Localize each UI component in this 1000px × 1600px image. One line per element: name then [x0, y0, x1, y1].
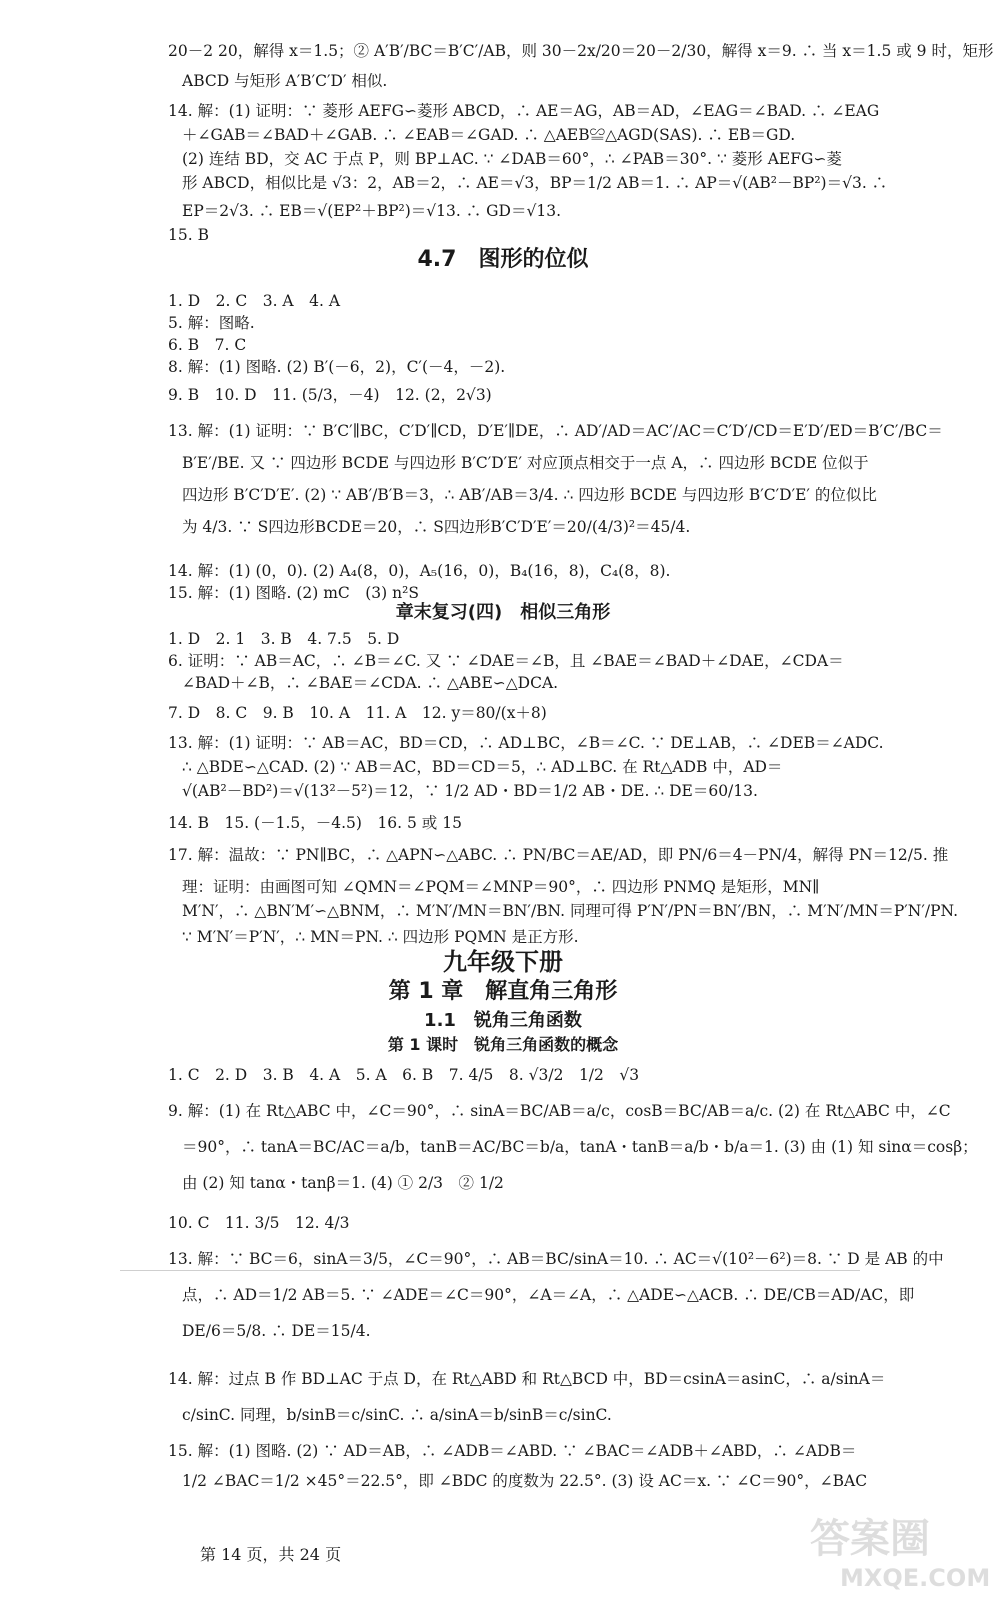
answer-line: M′N′，∴ △BN′M′∽△BNM，∴ M′N′/MN＝BN′/BN. 同理可得 P′N′/PN＝BN′/BN，∴ M′N′/MN＝P′N′/PN. — [182, 902, 959, 920]
answer-line: 9. B 10. D 11. (5/3，－4) 12. (2，2√3) — [168, 386, 492, 404]
answer-line: c/sinC. 同理，b/sinB＝c/sinC. ∴ a/sinA＝b/sinB＝c/sinC. — [182, 1406, 612, 1424]
answer-line: ∠BAD＋∠B，∴ ∠BAE＝∠CDA. ∴ △ABE∽△DCA. — [182, 674, 559, 692]
answer-line: 15. 解：(1) 图略. (2) ∵ AD＝AB，∴ ∠ADB＝∠ABD. ∵ ∠BAC＝∠ADB＋∠ABD，∴ ∠ADB＝ — [168, 1442, 857, 1460]
answer-line: 为 4/3. ∵ S四边形BCDE＝20，∴ S四边形B′C′D′E′＝20/(4/3)²＝45/4. — [182, 518, 691, 536]
divider-line — [120, 1270, 860, 1271]
answer-line: 14. B 15. (－1.5，－4.5) 16. 5 或 15 — [168, 814, 462, 832]
answer-line: 20－2 20，解得 x＝1.5；② A′B′/BC＝B′C′/AB，则 30－2x/20＝20－2/30，解得 x＝9. ∴ 当 x＝1.5 或 9 时，矩形 — [168, 42, 994, 60]
answer-line: ∵ M′N′＝P′N′，∴ MN＝PN. ∴ 四边形 PQMN 是正方形. — [182, 928, 579, 946]
answer-line: (2) 连结 BD，交 AC 于点 P，则 BP⊥AC. ∵ ∠DAB＝60°，∴ ∠PAB＝30°. ∵ 菱形 AEFG∽菱 — [182, 150, 842, 168]
answer-line: 1. D 2. C 3. A 4. A — [168, 292, 341, 310]
answer-line: 10. C 11. 3/5 12. 4/3 — [168, 1214, 350, 1232]
answer-line: ＋∠GAB＝∠BAD＋∠GAB. ∴ ∠EAB＝∠GAD. ∴ △AEB≌△AGD(SAS). ∴ EB＝GD. — [182, 126, 796, 144]
answer-line: 5. 解：图略. — [168, 314, 255, 332]
section-heading: 1.1 锐角三角函数 — [424, 1010, 582, 1031]
answer-line: 14. 解：(1) 证明：∵ 菱形 AEFG∽菱形 ABCD，∴ AE＝AG，AB＝AD，∠EAG＝∠BAD. ∴ ∠EAG — [168, 102, 880, 120]
watermark-logo — [800, 1500, 990, 1595]
page-footer: 第 14 页，共 24 页 — [200, 1545, 342, 1564]
answer-line: 17. 解：温故：∵ PN∥BC，∴ △APN∽△ABC. ∴ PN/BC＝AE/AD，即 PN/6＝4－PN/4，解得 PN＝12/5. 推 — [168, 846, 949, 864]
answer-line: 8. 解：(1) 图略. (2) B′(－6，2)，C′(－4，－2). — [168, 358, 506, 376]
section-heading: 4.7 图形的位似 — [417, 247, 589, 272]
answer-line: 点，∴ AD＝1/2 AB＝5. ∵ ∠ADE＝∠C＝90°，∠A＝∠A，∴ △ADE∽△ACB. ∴ DE/CB＝AD/AC，即 — [182, 1286, 915, 1304]
answer-line: 四边形 B′C′D′E′. (2) ∵ AB′/B′B＝3，∴ AB′/AB＝3/4. ∴ 四边形 BCDE 与四边形 B′C′D′E′ 的位似比 — [182, 486, 877, 504]
answer-line: √(AB²－BD²)＝√(13²－5²)＝12，∵ 1/2 AD・BD＝1/2 AB・DE. ∴ DE＝60/13. — [182, 782, 758, 800]
answer-line: 理：证明：由画图可知 ∠QMN＝∠PQM＝∠MNP＝90°，∴ 四边形 PNMQ 是矩形，MN∥ — [182, 878, 820, 896]
answer-line: 6. 证明：∵ AB＝AC，∴ ∠B＝∠C. 又 ∵ ∠DAE＝∠B，且 ∠BAE＝∠BAD＋∠DAE，∠CDA＝ — [168, 652, 844, 670]
answer-line: 14. 解：(1) (0，0). (2) A₄(8，0)，A₅(16，0)，B₄(16，8)，C₄(8，8). — [168, 562, 671, 580]
answer-line: B′E′/BE. 又 ∵ 四边形 BCDE 与四边形 B′C′D′E′ 对应顶点相交于一点 A，∴ 四边形 BCDE 位似于 — [182, 454, 869, 472]
section-heading: 第 1 课时 锐角三角函数的概念 — [387, 1035, 619, 1054]
answer-line: 7. D 8. C 9. B 10. A 11. A 12. y＝80/(x＋8) — [168, 704, 547, 722]
section-heading: 九年级下册 — [443, 948, 563, 976]
answer-line: ∴ △BDE∽△CAD. (2) ∵ AB＝AC，BD＝CD＝5，∴ AD⊥BC. 在 Rt△ADB 中，AD＝ — [182, 758, 783, 776]
answer-line: 9. 解：(1) 在 Rt△ABC 中，∠C＝90°，∴ sinA＝BC/AB＝a/c，cosB＝BC/AB＝a/c. (2) 在 Rt△ABC 中，∠C — [168, 1102, 951, 1120]
section-heading: 章末复习(四) 相似三角形 — [395, 602, 611, 623]
answer-line: ＝90°，∴ tanA＝BC/AC＝a/b，tanB＝AC/BC＝b/a，tanA・tanB＝a/b・b/a＝1. (3) 由 (1) 知 sinα＝cosβ； — [182, 1138, 978, 1156]
answer-line: 15. 解：(1) 图略. (2) mC (3) n²S — [168, 584, 419, 602]
answer-line: 1/2 ∠BAC＝1/2 ×45°＝22.5°，即 ∠BDC 的度数为 22.5°. (3) 设 AC＝x. ∵ ∠C＝90°，∠BAC — [182, 1472, 868, 1490]
answer-line: 14. 解：过点 B 作 BD⊥AC 于点 D，在 Rt△ABD 和 Rt△BCD 中，BD＝csinA＝asinC，∴ a/sinA＝ — [168, 1370, 886, 1388]
answer-line: 13. 解：∵ BC＝6，sinA＝3/5，∠C＝90°，∴ AB＝BC/sinA＝10. ∴ AC＝√(10²－6²)＝8. ∵ D 是 AB 的中 — [168, 1250, 944, 1268]
answer-line: EP＝2√3. ∴ EB＝√(EP²＋BP²)＝√13. ∴ GD＝√13. — [182, 202, 562, 220]
answer-line: 形 ABCD，相似比是 √3：2，AB＝2，∴ AE＝√3，BP＝1/2 AB＝1. ∴ AP＝√(AB²－BP²)＝√3. ∴ — [182, 174, 888, 192]
section-heading: 第 1 章 解直角三角形 — [388, 979, 618, 1004]
answer-line: 由 (2) 知 tanα・tanβ＝1. (4) ① 2/3 ② 1/2 — [182, 1174, 504, 1192]
answer-line: DE/6＝5/8. ∴ DE＝15/4. — [182, 1322, 371, 1340]
answer-line: 1. C 2. D 3. B 4. A 5. A 6. B 7. 4/5 8. √3/2 1/2 √3 — [168, 1066, 640, 1084]
watermark-text: 答案圈 — [810, 1516, 930, 1562]
watermark-subtext: MXQE.COM — [840, 1564, 991, 1592]
answer-line: 13. 解：(1) 证明：∵ B′C′∥BC，C′D′∥CD，D′E′∥DE，∴ AD′/AD＝AC′/AC＝C′D′/CD＝E′D′/ED＝B′C′/BC＝ — [168, 422, 943, 440]
answer-line: 1. D 2. 1 3. B 4. 7.5 5. D — [168, 630, 400, 648]
answer-line: 15. B — [168, 226, 209, 244]
answer-line: 13. 解：(1) 证明：∵ AB＝AC，BD＝CD，∴ AD⊥BC，∠B＝∠C. ∵ DE⊥AB，∴ ∠DEB＝∠ADC. — [168, 734, 884, 752]
answer-line: 6. B 7. C — [168, 336, 247, 354]
answer-line: ABCD 与矩形 A′B′C′D′ 相似. — [182, 72, 388, 90]
